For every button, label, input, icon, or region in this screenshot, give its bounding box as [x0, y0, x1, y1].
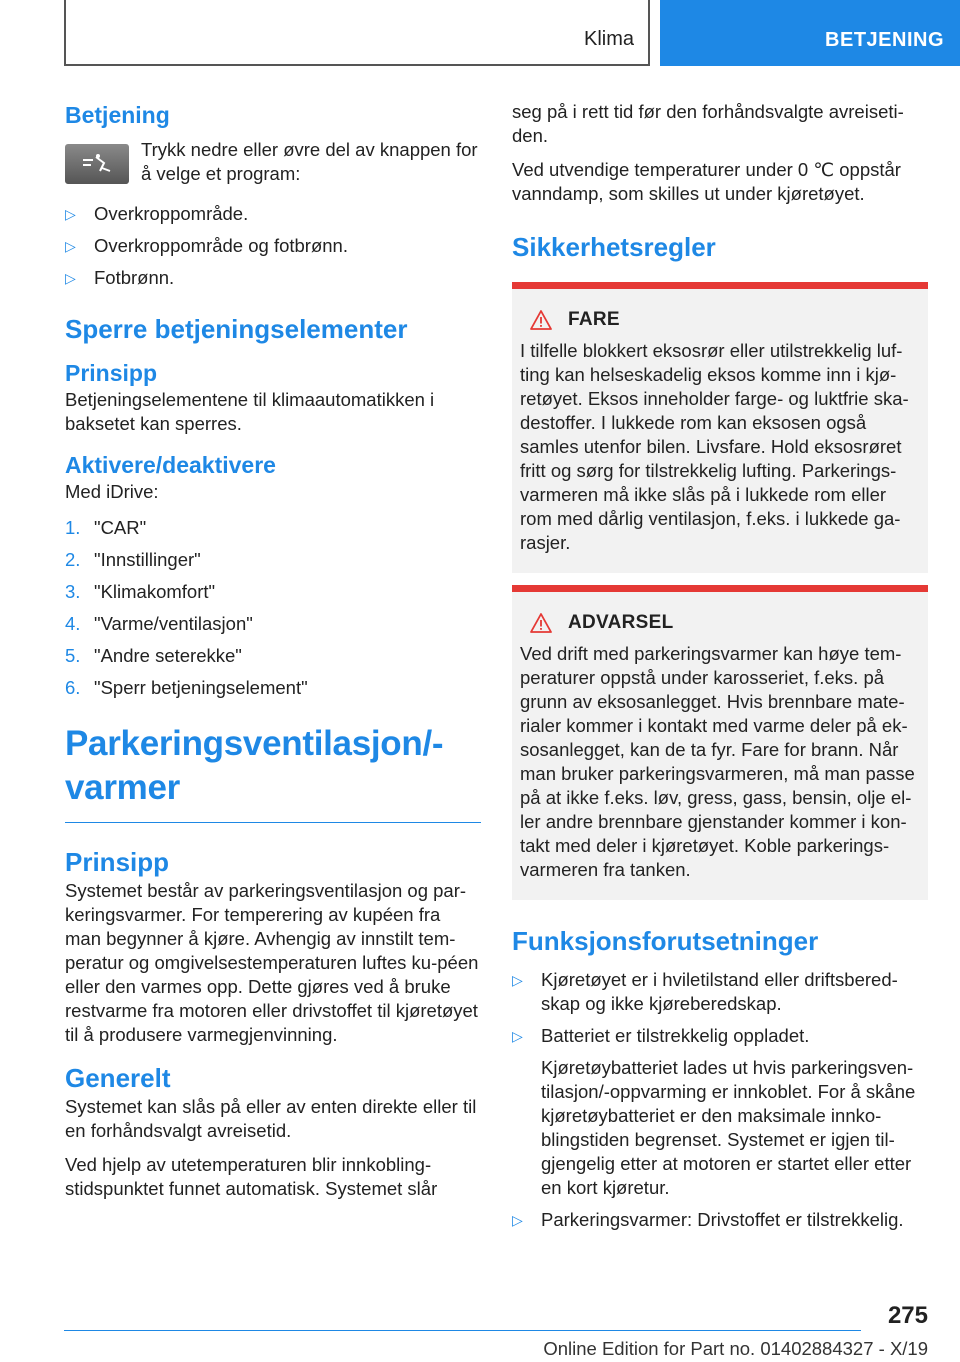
warning-box — [512, 585, 928, 900]
prinsipp2-heading: Prinsipp — [65, 847, 170, 877]
triangle-bullet-icon: ▷ — [512, 1028, 523, 1044]
triangle-bullet-icon: ▷ — [512, 1212, 523, 1228]
generelt-text-1: Systemet kan slås på eller av enten direkte eller til en forhåndsvalgt avreisetid. — [65, 1096, 477, 1141]
continued-text-1: seg på i rett tid før den forhåndsvalgte avreiseti‐den. — [512, 101, 904, 146]
warning-triangle-icon — [530, 310, 552, 330]
prinsipp-text: Betjeningselementene til klimaautomatikken i baksetet kan sperres. — [65, 389, 435, 434]
sperre-heading: Sperre betjeningselementer — [65, 314, 408, 344]
warning-label: ADVARSEL — [568, 612, 674, 633]
left-column — [65, 100, 481, 1201]
list-item: ▷ Overkroppområde og fotbrønn. — [65, 235, 348, 256]
aktivere-heading: Aktivere/deaktivere — [65, 452, 276, 478]
danger-text: I tilfelle blokkert eksosrør eller utilstrekkelig luf‐ting kan helseskadelig eksos komme inn i kjø‐retøyet. Eksos inneholder farge- og luktfrie ska‐destoffer. I lukkede rom kan eksosen også samles utenfor bilen. Livsfare. Hold eksosrøret fritt og sørg for tilstrekkelig lufting. Parkerings‐varmeren må ikke slås på i lukkede rom eller rom med dårlig ventilasjon, f.eks. i lukkede ga‐rasjer. — [520, 340, 909, 553]
med-idrive-text: Med iDrive: — [65, 481, 159, 502]
prinsipp2-text: Systemet består av parkeringsventilasjon og par‐keringsvarmer. For temperering av kupéen fra man begynner å kjøre. Avhengig av innstilt tem‐peratur og omgivelsestemperaturen luftes ku‐péen eller den varmes opp. Dette gjøres ved å bruke restvarme fra motoren eller drivstoffet til kjøretøyet til å produsere varmegjenvinning. — [65, 880, 479, 1045]
list-item: ▷ Kjøretøyet er i hviletilstand eller driftsbered‐skap og ikke kjøreberedskap. — [512, 969, 898, 1014]
triangle-bullet-icon: ▷ — [65, 206, 76, 222]
parkering-heading: Parkeringsventilasjon/‐ varmer — [65, 724, 444, 807]
funksjon-heading: Funksjonsforutsetninger — [512, 926, 819, 956]
danger-box — [512, 282, 928, 573]
header-chapter-label: BETJENING — [825, 29, 944, 51]
footer-rule — [64, 1330, 861, 1331]
right-column — [512, 100, 928, 1240]
list-item: 6. "Sperr betjeningselement" — [65, 677, 308, 698]
warning-text: Ved drift med parkeringsvarmer kan høye tem‐peraturer oppstå under karosseriet, f.eks. på grunn av eksosanlegget. Hvis brennbare mate‐rialer kommer i kontakt med varme deler på ek‐sosanlegget, kan de ta fyr. Fare for brann. Når man bruker parkeringsvarmeren, må man passe på at ikke f.eks. løv, gress, gass, bensin, olje el‐ler andre brennbare gjenstander kommer i kon‐takt med deler i kjøretøyet. Koble parkerings‐varmeren fra tanken. — [520, 643, 915, 880]
danger-label: FARE — [568, 309, 620, 330]
edition-text: Online Edition for Part no. 01402884327 - X/19 — [543, 1338, 928, 1359]
condition-subtext: Kjøretøybatteriet lades ut hvis parkeringsven‐tilasjon/-oppvarming er innkoblet. For å skåne kjøretøybatteriet er den maksimale innko‐blingstiden begrenset. Systemet er igjen til‐gjengelig etter at motoren er startet eller etter en kort kjøretur. — [541, 1057, 916, 1198]
generelt-text-2: Ved hjelp av utetemperaturen blir innkobling‐stidspunktet funnet automatisk. Systemet slår — [65, 1154, 438, 1199]
list-item: 4. "Varme/ventilasjon" — [65, 613, 253, 634]
warning-triangle-icon — [530, 613, 552, 633]
generelt-heading: Generelt — [65, 1063, 171, 1093]
section-rule — [65, 822, 481, 823]
triangle-bullet-icon: ▷ — [65, 238, 76, 254]
list-item: 2. "Innstillinger" — [65, 549, 201, 570]
triangle-bullet-icon: ▷ — [512, 972, 523, 988]
page-number: 275 — [887, 1302, 928, 1329]
triangle-bullet-icon: ▷ — [65, 270, 76, 286]
prinsipp-heading: Prinsipp — [65, 360, 158, 386]
sikkerhet-heading: Sikkerhetsregler — [512, 232, 716, 262]
list-item: ▷ Fotbrønn. — [65, 267, 175, 288]
header-section-label: Klima — [583, 28, 634, 50]
button-instruction: Trykk nedre eller øvre del av knappen for å velge et program: — [141, 139, 478, 184]
list-item: ▷ Batteriet er tilstrekkelig oppladet. Kjøretøybatteriet lades ut hvis parkeringsven‐tilasjon/-oppvarming er innkoblet. For å skåne kjøretøybatteriet er den maksimale innko‐blingstiden begrenset. Systemet er igjen til‐gjengelig etter at motoren er startet eller etter en kort kjøretur. — [512, 1024, 928, 1200]
betjening-heading: Betjening — [65, 102, 170, 128]
danger-header — [530, 309, 920, 331]
list-item: 5. "Andre seterekke" — [65, 645, 242, 666]
continued-text-2: Ved utvendige temperaturer under 0 ℃ oppstår vanndamp, som skilles ut under kjøretøyet. — [512, 159, 901, 204]
list-item: 1. "CAR" — [65, 517, 147, 538]
air-distribution-button-icon — [65, 144, 129, 184]
program-button-row — [65, 138, 481, 186]
condition-list — [512, 968, 928, 1232]
header-chapter-tab — [660, 0, 960, 66]
list-item: ▷ Parkeringsvarmer: Drivstoffet er tilstrekkelig. — [512, 1209, 904, 1230]
list-item: 3. "Klimakomfort" — [65, 581, 216, 602]
list-item: ▷ Overkroppområde. — [65, 203, 249, 224]
header-section-tab — [64, 0, 650, 66]
warning-header — [530, 612, 920, 634]
program-list — [65, 202, 481, 290]
air-flow-icon — [80, 153, 114, 175]
idrive-steps — [65, 516, 481, 700]
